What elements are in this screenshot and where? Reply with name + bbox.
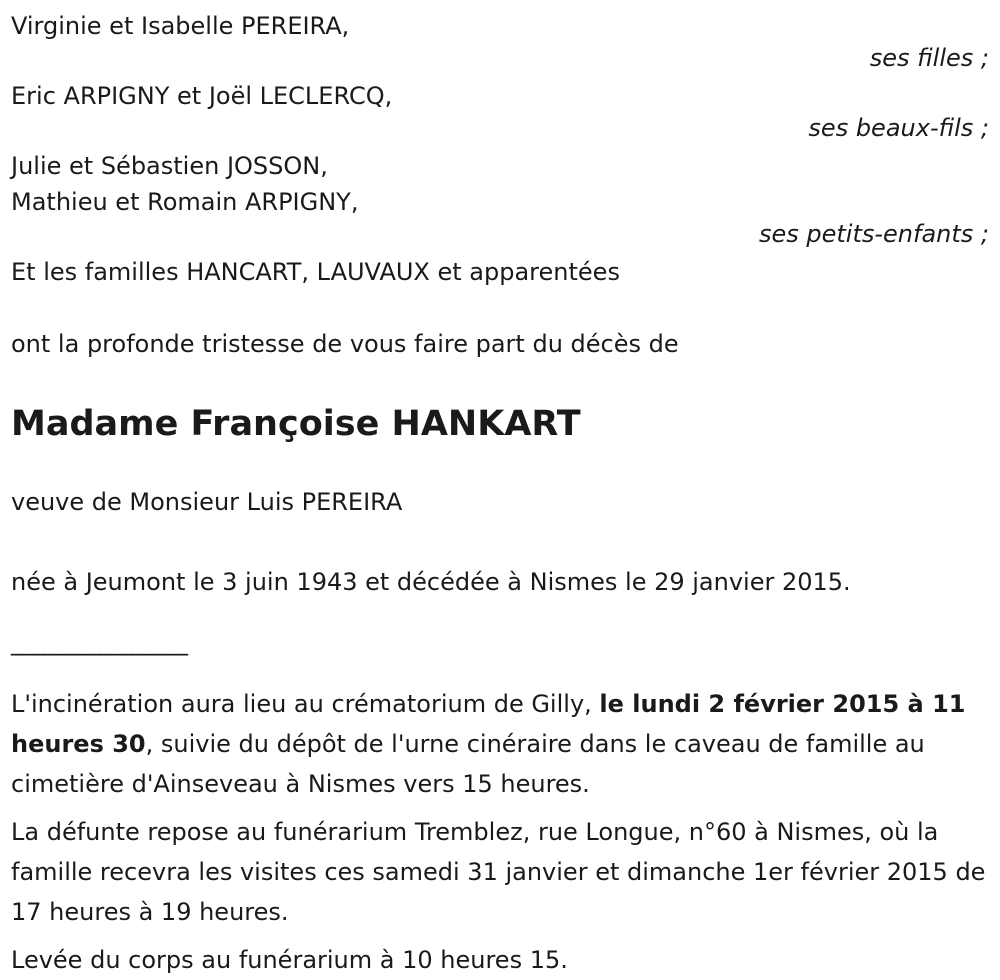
sons-in-law-role: ses beaux-fils ; (808, 114, 989, 142)
widow-of: veuve de Monsieur Luis PEREIRA (11, 488, 403, 516)
cremation-prefix: L'incinération aura lieu au crématorium de Gilly, (11, 690, 600, 718)
body-removal-paragraph: Levée du corps au funérarium à 10 heures 15. (11, 946, 568, 974)
rest-place-paragraph: La défunte repose au funérarium Tremblez, rue Longue, n°60 à Nismes, où la famille recevra les visites ces samedi 31 janvier et dimanche 1er février 2015 de 17 heures à 19 heures. (11, 818, 986, 926)
families-line: Et les familles HANCART, LAUVAUX et apparentées (11, 258, 620, 286)
birth-death-dates: née à Jeumont le 3 juin 1943 et décédée à Nismes le 29 janvier 2015. (11, 568, 851, 596)
deceased-name: Madame Françoise HANKART (11, 404, 581, 444)
daughters-role: ses filles ; (869, 44, 989, 72)
grandchildren-line-1: Julie et Sébastien JOSSON, (11, 152, 328, 180)
announcement-intro: ont la profonde tristesse de vous faire part du décès de (11, 330, 679, 358)
obituary-notice (11, 8, 989, 980)
daughters-names: Virginie et Isabelle PEREIRA, (11, 12, 350, 40)
cremation-suffix: , suivie du dépôt de l'urne cinéraire dans le caveau de famille au cimetière d'Ainseveau à Nismes vers 15 heures. (11, 730, 925, 798)
separator-line: ________________ (11, 628, 187, 656)
cremation-date: le lundi 2 février 2015 à 11 heures 30 (11, 690, 966, 758)
sons-in-law-names: Eric ARPIGNY et Joël LECLERCQ, (11, 82, 393, 110)
cremation-paragraph (11, 684, 989, 804)
grandchildren-line-2: Mathieu et Romain ARPIGNY, (11, 188, 359, 216)
grandchildren-role: ses petits-enfants ; (758, 220, 989, 248)
